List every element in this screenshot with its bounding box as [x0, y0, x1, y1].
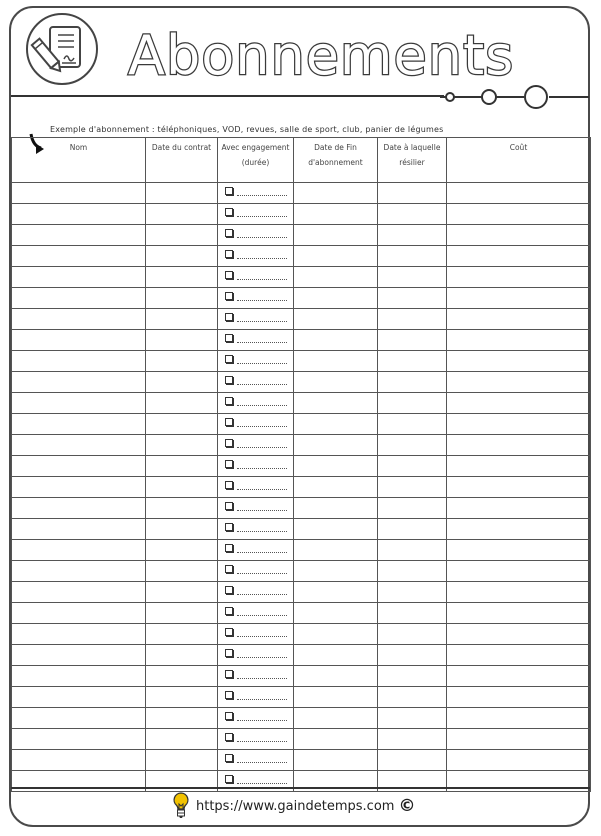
table-cell[interactable] — [447, 330, 591, 351]
table-cell[interactable] — [12, 519, 146, 540]
table-cell[interactable] — [378, 624, 447, 645]
table-cell[interactable] — [294, 246, 378, 267]
table-cell[interactable] — [218, 372, 294, 393]
table-cell[interactable] — [146, 204, 218, 225]
table-cell[interactable] — [218, 267, 294, 288]
table-cell[interactable] — [294, 183, 378, 204]
table-cell[interactable] — [294, 582, 378, 603]
table-cell[interactable] — [12, 456, 146, 477]
table-row — [12, 309, 591, 330]
duration-fill-line[interactable] — [237, 783, 287, 784]
table-cell[interactable] — [218, 540, 294, 561]
table-cell[interactable] — [378, 267, 447, 288]
table-cell[interactable] — [218, 435, 294, 456]
engagement-checkbox[interactable] — [225, 502, 233, 510]
table-row — [12, 561, 591, 582]
table-cell[interactable] — [447, 204, 591, 225]
table-cell[interactable] — [378, 750, 447, 771]
decorative-circles-icon — [440, 80, 552, 110]
table-cell[interactable] — [447, 708, 591, 729]
table-cell[interactable] — [294, 498, 378, 519]
table-cell[interactable] — [12, 624, 146, 645]
table-row — [12, 246, 591, 267]
column-header: Date du contrat — [146, 138, 218, 183]
table-cell[interactable] — [146, 456, 218, 477]
table-cell[interactable] — [12, 267, 146, 288]
duration-fill-line[interactable] — [237, 426, 287, 427]
table-cell[interactable] — [294, 330, 378, 351]
table-cell[interactable] — [447, 561, 591, 582]
table-cell[interactable] — [378, 729, 447, 750]
table-cell[interactable] — [447, 624, 591, 645]
duration-fill-line[interactable] — [237, 447, 287, 448]
table-row — [12, 456, 591, 477]
table-cell[interactable] — [12, 183, 146, 204]
table-cell[interactable] — [12, 351, 146, 372]
table-cell[interactable] — [378, 645, 447, 666]
table-cell[interactable] — [218, 246, 294, 267]
table-row — [12, 687, 591, 708]
duration-fill-line[interactable] — [237, 510, 287, 511]
table-cell[interactable] — [218, 519, 294, 540]
table-cell[interactable] — [447, 540, 591, 561]
table-cell[interactable] — [378, 225, 447, 246]
table-row — [12, 477, 591, 498]
table-row — [12, 729, 591, 750]
table-cell[interactable] — [294, 456, 378, 477]
engagement-checkbox[interactable] — [225, 208, 233, 216]
table-cell[interactable] — [447, 288, 591, 309]
duration-fill-line[interactable] — [237, 384, 287, 385]
table-cell[interactable] — [218, 708, 294, 729]
table-row — [12, 750, 591, 771]
duration-fill-line[interactable] — [237, 468, 287, 469]
table-cell[interactable] — [378, 351, 447, 372]
duration-fill-line[interactable] — [237, 300, 287, 301]
table-cell[interactable] — [378, 246, 447, 267]
table-cell[interactable] — [447, 519, 591, 540]
table-cell[interactable] — [447, 645, 591, 666]
table-cell[interactable] — [378, 477, 447, 498]
column-header: Nom — [12, 138, 146, 183]
engagement-checkbox[interactable] — [225, 670, 233, 678]
table-cell[interactable] — [447, 582, 591, 603]
column-header: Date de Fin d'abonnement — [294, 138, 378, 183]
table-cell[interactable] — [146, 666, 218, 687]
table-cell[interactable] — [218, 183, 294, 204]
table-cell[interactable] — [447, 225, 591, 246]
table-cell[interactable] — [218, 582, 294, 603]
table-cell[interactable] — [378, 603, 447, 624]
subscriptions-table — [11, 137, 591, 792]
table-cell[interactable] — [294, 393, 378, 414]
table-cell[interactable] — [294, 435, 378, 456]
engagement-checkbox[interactable] — [225, 292, 233, 300]
table-cell[interactable] — [378, 687, 447, 708]
table-cell[interactable] — [294, 708, 378, 729]
table-cell[interactable] — [12, 603, 146, 624]
table-row — [12, 435, 591, 456]
table-row — [12, 414, 591, 435]
table-cell[interactable] — [378, 456, 447, 477]
column-header: Coût — [447, 138, 591, 183]
table-cell[interactable] — [218, 330, 294, 351]
duration-fill-line[interactable] — [237, 720, 287, 721]
column-header: Date à laquelle résilier — [378, 138, 447, 183]
table-cell[interactable] — [294, 351, 378, 372]
table-cell[interactable] — [447, 477, 591, 498]
table-cell[interactable] — [218, 624, 294, 645]
table-cell[interactable] — [378, 288, 447, 309]
engagement-checkbox[interactable] — [225, 586, 233, 594]
table-cell[interactable] — [378, 561, 447, 582]
table-cell[interactable] — [218, 393, 294, 414]
table-cell[interactable] — [294, 729, 378, 750]
duration-fill-line[interactable] — [237, 363, 287, 364]
engagement-checkbox[interactable] — [225, 355, 233, 363]
engagement-checkbox[interactable] — [225, 649, 233, 657]
table-cell[interactable] — [218, 750, 294, 771]
duration-fill-line[interactable] — [237, 258, 287, 259]
table-cell[interactable] — [378, 519, 447, 540]
table-cell[interactable] — [146, 330, 218, 351]
logo-badge — [26, 13, 98, 85]
table-cell[interactable] — [378, 435, 447, 456]
table-cell[interactable] — [447, 687, 591, 708]
duration-fill-line[interactable] — [237, 615, 287, 616]
table-cell[interactable] — [12, 645, 146, 666]
table-cell[interactable] — [12, 225, 146, 246]
table-cell[interactable] — [146, 603, 218, 624]
table-cell[interactable] — [12, 393, 146, 414]
table-row — [12, 288, 591, 309]
table-cell[interactable] — [146, 435, 218, 456]
duration-fill-line[interactable] — [237, 573, 287, 574]
table-cell[interactable] — [447, 498, 591, 519]
engagement-checkbox[interactable] — [225, 229, 233, 237]
table-cell[interactable] — [12, 666, 146, 687]
footer-divider — [11, 787, 590, 789]
table-cell[interactable] — [218, 603, 294, 624]
table-row — [12, 183, 591, 204]
table-cell[interactable] — [294, 267, 378, 288]
table-row — [12, 540, 591, 561]
table-cell[interactable] — [12, 246, 146, 267]
engagement-checkbox[interactable] — [225, 607, 233, 615]
table-cell[interactable] — [447, 750, 591, 771]
table-row — [12, 582, 591, 603]
engagement-checkbox[interactable] — [225, 397, 233, 405]
table-cell[interactable] — [146, 225, 218, 246]
table-cell[interactable] — [12, 435, 146, 456]
table-cell[interactable] — [294, 666, 378, 687]
table-cell[interactable] — [447, 603, 591, 624]
table-cell[interactable] — [146, 519, 218, 540]
table-row — [12, 666, 591, 687]
table-row — [12, 372, 591, 393]
table-cell[interactable] — [146, 645, 218, 666]
table-cell[interactable] — [378, 414, 447, 435]
table-cell[interactable] — [12, 729, 146, 750]
table-cell[interactable] — [294, 288, 378, 309]
table-cell[interactable] — [12, 414, 146, 435]
table-cell[interactable] — [146, 477, 218, 498]
table-cell[interactable] — [447, 393, 591, 414]
table-cell[interactable] — [447, 351, 591, 372]
table-row — [12, 204, 591, 225]
table-cell[interactable] — [218, 414, 294, 435]
table-cell[interactable] — [218, 477, 294, 498]
table-cell[interactable] — [146, 708, 218, 729]
table-row — [12, 645, 591, 666]
engagement-checkbox[interactable] — [225, 271, 233, 279]
engagement-checkbox[interactable] — [225, 775, 233, 783]
column-header: Avec engagement (durée) — [218, 138, 294, 183]
table-cell[interactable] — [12, 288, 146, 309]
table-cell[interactable] — [146, 561, 218, 582]
example-text: Exemple d'abonnement : téléphoniques, VOD, revues, salle de sport, club, panier de légumes — [50, 125, 444, 134]
table-row — [12, 330, 591, 351]
duration-fill-line[interactable] — [237, 657, 287, 658]
duration-fill-line[interactable] — [237, 531, 287, 532]
table-cell[interactable] — [218, 309, 294, 330]
engagement-checkbox[interactable] — [225, 565, 233, 573]
table-row — [12, 267, 591, 288]
table-cell[interactable] — [12, 372, 146, 393]
engagement-checkbox[interactable] — [225, 691, 233, 699]
footer — [172, 792, 415, 820]
table-cell[interactable] — [378, 330, 447, 351]
table-cell[interactable] — [146, 582, 218, 603]
table-cell[interactable] — [378, 708, 447, 729]
duration-fill-line[interactable] — [237, 636, 287, 637]
table-cell[interactable] — [294, 372, 378, 393]
table-cell[interactable] — [378, 498, 447, 519]
table-row — [12, 519, 591, 540]
engagement-checkbox[interactable] — [225, 712, 233, 720]
engagement-checkbox[interactable] — [225, 376, 233, 384]
duration-fill-line[interactable] — [237, 195, 287, 196]
table-cell[interactable] — [378, 183, 447, 204]
engagement-checkbox[interactable] — [225, 187, 233, 195]
table-cell[interactable] — [294, 687, 378, 708]
table-cell[interactable] — [12, 498, 146, 519]
duration-fill-line[interactable] — [237, 279, 287, 280]
table-cell[interactable] — [294, 225, 378, 246]
table-header-row — [12, 138, 591, 183]
engagement-checkbox[interactable] — [225, 754, 233, 762]
table-row — [12, 498, 591, 519]
table-row — [12, 603, 591, 624]
duration-fill-line[interactable] — [237, 594, 287, 595]
duration-fill-line[interactable] — [237, 405, 287, 406]
engagement-checkbox[interactable] — [225, 481, 233, 489]
table-cell[interactable] — [146, 372, 218, 393]
header-divider — [11, 95, 444, 97]
table-cell[interactable] — [447, 414, 591, 435]
duration-fill-line[interactable] — [237, 762, 287, 763]
table-cell[interactable] — [378, 582, 447, 603]
table-cell[interactable] — [294, 414, 378, 435]
table-cell[interactable] — [294, 309, 378, 330]
duration-fill-line[interactable] — [237, 741, 287, 742]
table-cell[interactable] — [378, 666, 447, 687]
table-row — [12, 225, 591, 246]
table-cell[interactable] — [146, 267, 218, 288]
table-cell[interactable] — [378, 204, 447, 225]
table-cell[interactable] — [218, 225, 294, 246]
table-cell[interactable] — [294, 540, 378, 561]
table-cell[interactable] — [218, 729, 294, 750]
table-cell[interactable] — [218, 351, 294, 372]
engagement-checkbox[interactable] — [225, 523, 233, 531]
engagement-checkbox[interactable] — [225, 628, 233, 636]
table-cell[interactable] — [378, 372, 447, 393]
table-cell[interactable] — [378, 393, 447, 414]
engagement-checkbox[interactable] — [225, 544, 233, 552]
engagement-checkbox[interactable] — [225, 313, 233, 321]
table-cell[interactable] — [294, 645, 378, 666]
engagement-checkbox[interactable] — [225, 733, 233, 741]
table-cell[interactable] — [12, 204, 146, 225]
engagement-checkbox[interactable] — [225, 439, 233, 447]
engagement-checkbox[interactable] — [225, 460, 233, 468]
table-cell[interactable] — [447, 729, 591, 750]
table-cell[interactable] — [218, 687, 294, 708]
table-cell[interactable] — [218, 288, 294, 309]
table-cell[interactable] — [447, 456, 591, 477]
table-cell[interactable] — [294, 477, 378, 498]
table-cell[interactable] — [218, 204, 294, 225]
copyright-icon: © — [398, 796, 416, 816]
table-row — [12, 351, 591, 372]
duration-fill-line[interactable] — [237, 678, 287, 679]
table-cell[interactable] — [146, 498, 218, 519]
table-cell[interactable] — [146, 729, 218, 750]
page-title: Abonnements — [128, 24, 515, 87]
table-row — [12, 708, 591, 729]
table-cell[interactable] — [218, 498, 294, 519]
table-cell[interactable] — [146, 351, 218, 372]
table-cell[interactable] — [447, 309, 591, 330]
duration-fill-line[interactable] — [237, 237, 287, 238]
table-cell[interactable] — [146, 183, 218, 204]
table-cell[interactable] — [294, 603, 378, 624]
table-cell[interactable] — [12, 561, 146, 582]
table-cell[interactable] — [146, 309, 218, 330]
table-cell[interactable] — [447, 666, 591, 687]
table-cell[interactable] — [146, 393, 218, 414]
duration-fill-line[interactable] — [237, 321, 287, 322]
table-cell[interactable] — [146, 750, 218, 771]
table-row — [12, 393, 591, 414]
table-cell[interactable] — [447, 267, 591, 288]
table-cell[interactable] — [146, 246, 218, 267]
table-cell[interactable] — [146, 540, 218, 561]
engagement-checkbox[interactable] — [225, 334, 233, 342]
duration-fill-line[interactable] — [237, 216, 287, 217]
table-row — [12, 624, 591, 645]
table-cell[interactable] — [12, 582, 146, 603]
table-cell[interactable] — [447, 435, 591, 456]
table-cell[interactable] — [294, 561, 378, 582]
table-cell[interactable] — [146, 414, 218, 435]
table-cell[interactable] — [447, 246, 591, 267]
table-cell[interactable] — [294, 750, 378, 771]
table-cell[interactable] — [294, 624, 378, 645]
table-cell[interactable] — [12, 477, 146, 498]
duration-fill-line[interactable] — [237, 342, 287, 343]
table-cell[interactable] — [447, 372, 591, 393]
table-cell[interactable] — [12, 540, 146, 561]
engagement-checkbox[interactable] — [225, 250, 233, 258]
table-cell[interactable] — [294, 519, 378, 540]
table-cell[interactable] — [12, 708, 146, 729]
table-cell[interactable] — [378, 540, 447, 561]
table-cell[interactable] — [12, 330, 146, 351]
lightbulb-icon — [172, 792, 190, 820]
table-cell[interactable] — [218, 645, 294, 666]
table-cell[interactable] — [218, 456, 294, 477]
table-cell[interactable] — [218, 561, 294, 582]
table-cell[interactable] — [378, 309, 447, 330]
duration-fill-line[interactable] — [237, 489, 287, 490]
contract-pen-icon — [28, 15, 96, 83]
table-cell[interactable] — [294, 204, 378, 225]
duration-fill-line[interactable] — [237, 552, 287, 553]
duration-fill-line[interactable] — [237, 699, 287, 700]
table-cell[interactable] — [218, 666, 294, 687]
header-divider-tail — [549, 96, 589, 98]
table-cell[interactable] — [146, 624, 218, 645]
table-cell[interactable] — [12, 750, 146, 771]
footer-url-link[interactable]: https://www.gaindetemps.com — [196, 798, 395, 814]
table-cell[interactable] — [146, 687, 218, 708]
engagement-checkbox[interactable] — [225, 418, 233, 426]
table-cell[interactable] — [12, 687, 146, 708]
table-cell[interactable] — [146, 288, 218, 309]
table-cell[interactable] — [447, 183, 591, 204]
table-cell[interactable] — [12, 309, 146, 330]
